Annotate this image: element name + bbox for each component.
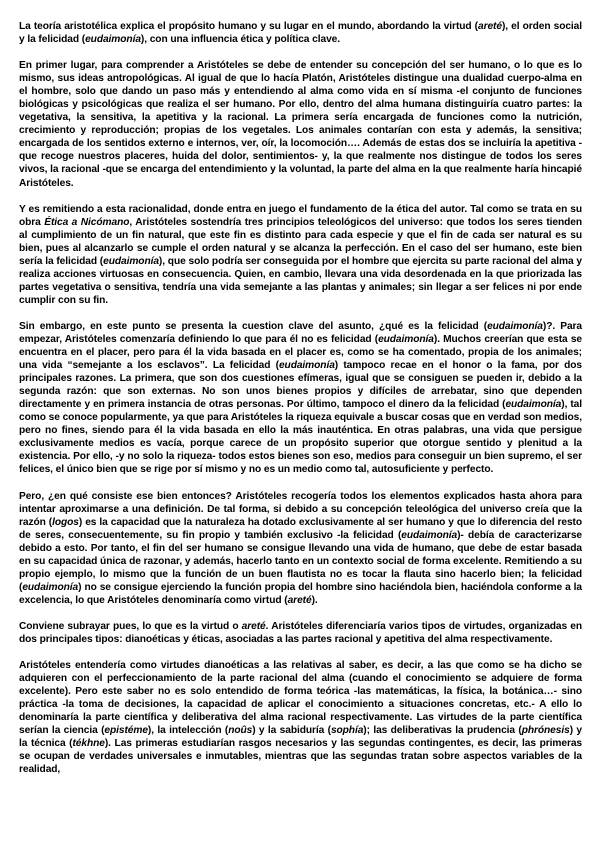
italic-term: eudaimonía <box>401 529 458 541</box>
text-run: ), la intelección ( <box>147 725 229 737</box>
italic-term: areté <box>287 594 312 606</box>
text-run: ), tal como se conoce popularmente, ya que para Aristóteles la riqueza equivale a buscar cosas que en verdad son medios, pero no fines, siendo para él la vida basada en ello la más inauténtica. En otras palabras, una vida que persigue exclusivamente medios es vacía, porque carece de un propósito superior que otorgue sentido y plenitud a la existencia. Por ello, -y no solo la riqueza- todos estos bienes son eso, medios para conseguir un bien supremo, el ser felices, el único bien que se rige por sí mismo y no es un medio como tal, autosuficiente y perfecto. <box>19 399 582 476</box>
text-run: . Aristóteles diferenciaría varios tipos de virtudes, organizadas en dos principales tipos: dianoéticas y éticas, asociadas a las partes racional y apetitiva del alma respectivamente. <box>19 620 582 645</box>
text-run: ). <box>311 594 318 606</box>
text-run: En primer lugar, para comprender a Aristóteles se debe de entender su concepción del ser humano, o lo que es lo mismo, sus ideas antropológicas. Al igual de que lo hacía Platón, Aristóteles distingue una dualidad cuerpo-alma en el hombre, solo que dando un paso más y entendiendo al alma como vida en sí misma -el conjunto de funciones biológicas y psicológicas que realiza el ser humano. Por ello, dentro del alma humana distinguiría cuatro partes: la vegetativa, la sensitiva, la apetitiva y la racional. La primera sería encargada de funciones como la nutrición, crecimiento y reproducción; propias de los vegetales. Los animales contarían con esta y además, la sensitiva; encargada de los sentidos externo e internos, ver, oír, la locomoción…. Además de estas dos se incluiría la apetitiva -que recoge nuestros placeres, huida del dolor, sentimientos- y, la que realmente nos distingue de todos los seres vivos, la racional -que se encarga del entendimiento y la voluntad, la parte del alma en la que realmente haría hincapié Aristóteles. <box>19 60 582 189</box>
paragraph-1 <box>19 20 582 46</box>
text-run: ) tampoco recae en el honor o la fama, por dos principales razones. La primera, que son dos cuestiones efímeras, igual que se consiguen se pueden ir, debido a la segunda razón: que son externas. No son unos bienes propios y difíciles de arrebatar, sino que dependen directamente y en primera instancia de otras personas. Por último, tampoco el dinero da la felicidad ( <box>19 360 582 411</box>
italic-term: eudaimonía <box>22 581 79 593</box>
text-run: Sin embargo, en este punto se presenta la cuestion clave del asunto, ¿qué es la felicidad ( <box>19 320 488 332</box>
text-run: ); las deliberativas la prudencia ( <box>363 725 522 737</box>
text-run: , Aristóteles sostendría tres principios teleológicos del universo: que todos los seres tienden al cumplimiento de un fin natural, que este fin es distinto para cada especie y que el fin de cada ser natural es su bien, pues al alcanzarlo se cumple el orden natural y se alcanza la perfección. En el caso del ser humano, este bien sería la felicidad ( <box>19 216 582 267</box>
text-run: Y es remitiendo a esta racionalidad, donde entra en juego el fundamento de la ética del autor. Tal como se trata en su obra <box>19 203 582 228</box>
text-run: ), el orden social y la felicidad ( <box>19 21 583 46</box>
text-run: )?. Para empezar, Aristóteles comenzaría definiendo lo que para él no es felicidad ( <box>19 320 582 345</box>
document-page <box>19 20 582 789</box>
text-run: ). Muchos creerían que esta se encuentra en el placer, pero para él la vida basada en el placer es, como se ha comentado, propia de los animales; una vida “semejante a los esclavos”. La felicidad ( <box>19 333 582 372</box>
italic-term: eudaimonía <box>378 333 434 345</box>
italic-term: eudaimonía <box>505 399 562 411</box>
text-run: ) y la técnica ( <box>19 725 582 750</box>
italic-term: logos <box>52 516 79 528</box>
text-run: ) no se consigue ejerciendo la función propia del hombre sino haciéndola bien, haciéndola conforme a la excelencia, lo que Aristóteles denominaría como virtud ( <box>19 581 582 606</box>
italic-term: sophía <box>330 725 364 737</box>
italic-term: eudaimonía <box>103 255 159 267</box>
paragraph-2 <box>19 59 582 189</box>
paragraph-5 <box>19 490 582 607</box>
text-run: ) es la capacidad que la naturaleza ha dotado exclusivamente al ser humano y que lo diferencia del resto de seres, consecuentemente, su fin propio y también exclusivo -la felicidad ( <box>19 516 582 541</box>
italic-term: eudaimonía <box>85 34 141 46</box>
text-run: Conviene subrayar pues, lo que es la virtud o <box>19 620 242 632</box>
italic-term: eudaimonía <box>487 320 543 332</box>
text-run: La teoría aristotélica explica el propósito humano y su lugar en el mundo, abordando la virtud ( <box>19 21 478 32</box>
paragraph-7 <box>19 659 582 776</box>
text-run: ), que solo podría ser conseguida por el hombre que ejercita su parte racional del alma y realiza acciones virtuosas en consecuencia. Quien, en cambio, llevara una vida desordenada en la que priorizada las partes vegetativa o sensitiva, tendría una vida semejante a las plantas y animales; sin llegar a ser felices ni por ende cumplir con su fin. <box>19 255 582 306</box>
paragraph-6 <box>19 620 582 646</box>
italic-term: tékhne <box>72 738 105 750</box>
italic-term: areté <box>477 21 502 32</box>
paragraph-3 <box>19 203 582 307</box>
text-run: ). Las primeras estudiarían rasgos necesarios y las segundas contingentes, es decir, las primeras se ocupan de verdades universales e inmutables, mientras que las segundas tratan sobre aspectos variables de la realidad, <box>19 738 582 776</box>
text-run: ) y la sabiduría ( <box>252 725 331 737</box>
paragraph-4 <box>19 320 582 477</box>
text-run: Pero, ¿en qué consiste ese bien entonces? Aristóteles recogería todos los elementos explicados hasta ahora para intentar aproximarse a una definición. De tal forma, si debido a su concepción teleológica del universo creía que la razón ( <box>19 490 582 528</box>
italic-term: phrónesis <box>521 725 570 737</box>
italic-term: areté <box>241 620 266 632</box>
text-run: ), con una influencia ética y política clave. <box>140 34 340 46</box>
text-run: )- debía de caracterizarse debido a esto. Por tanto, el fin del ser humano se consigue llevando una vida de humano, que debe de estar basada en su capacidad única de razonar, y además, hacerlo tanto en un contexto social de forma excelente. Remitiendo a su propio ejemplo, lo mismo que la función de un buen flautista no es tocar la flauta sino hacerlo bien; la felicidad ( <box>19 529 582 593</box>
italic-term: epistéme <box>104 725 148 737</box>
italic-term: Ética a Nicómano <box>44 216 130 228</box>
italic-term: noûs <box>228 725 253 737</box>
text-run: Aristóteles entendería como virtudes dianoéticas a las relativas al saber, es decir, a las que como se ha dicho se adquieren con el perfeccionamiento de la parte racional del alma (cuando el conocimiento se adquiere de forma excelente). Pero este saber no es solo entendido de forma teórica -las matemáticas, la física, la botánica…- sino práctica -la toma de decisiones, la capacidad de aplicar el conocimiento a situaciones concretas, etc.- A ello lo denominaría la parte científica y deliberativa del alma racional respectivamente. Las virtudes de la parte científica serían la ciencia ( <box>19 660 582 737</box>
italic-term: eudaimonía <box>278 360 335 372</box>
